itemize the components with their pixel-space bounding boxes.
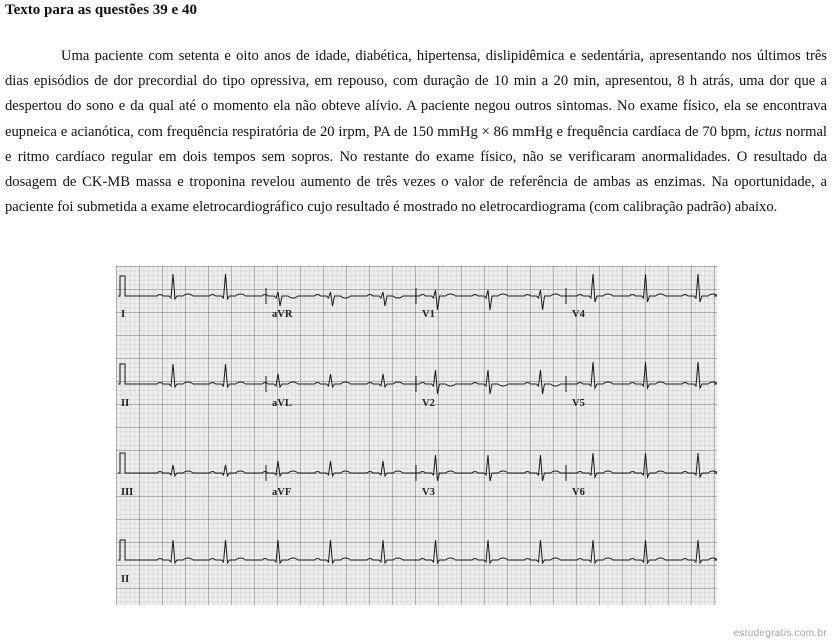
lead-label-II: II	[121, 398, 130, 409]
case-text-part-2: normal e ritmo cardíaco regular em dois tempos sem sopros. No restante do exame físico, não se verificaram anormalidades. O resultado da dosagem de CK-MB massa e troponina revelou aumento de três vezes o valor de referência de ambas as enzimas. Na oportunidade, a paciente foi submetida a exame eletrocardiográfico cujo resultado é mostrado no eletrocardiograma (com calibração padrão) abaixo.	[5, 123, 827, 216]
lead-label-V3: V3	[422, 487, 435, 498]
lead-label-II-rhythm: II	[121, 574, 130, 585]
lead-label-V5: V5	[572, 398, 585, 409]
ecg-trace-row-1	[118, 274, 717, 310]
case-description	[5, 44, 827, 220]
site-watermark: estudegratis.com.br	[733, 628, 827, 639]
page-heading: Texto para as questões 39 e 40	[5, 2, 197, 18]
case-text-part-1: Uma paciente com setenta e oito anos de idade, diabética, hipertensa, dislipidêmica e sedentária, apresentando nos últimos três dias episódios de dor precordial do tipo opressiva, em repouso, com duração de 10 min a 20 min, apresentou, 8 h atrás, uma dor que a despertou do sono e da qual até o momento ela não obteve alívio. A paciente negou outros sintomas. No exame físico, ela se encontrava eupneica e acianótica, com frequência respiratória de 20 irpm, PA de 150 mmHg × 86 mmHg e frequência cardíaca de 70 bpm,	[5, 48, 827, 140]
ecg-trace-row-4	[118, 540, 717, 563]
lead-label-aVF: aVF	[272, 487, 292, 498]
lead-label-III: III	[121, 487, 134, 498]
lead-label-V1: V1	[422, 309, 435, 320]
lead-label-aVR: aVR	[272, 309, 293, 320]
lead-label-I: I	[121, 309, 126, 320]
lead-label-V6: V6	[572, 487, 585, 498]
lead-label-V2: V2	[422, 398, 435, 409]
ecg-figure	[116, 266, 717, 605]
ecg-trace-row-2	[118, 362, 717, 394]
ecg-trace-row-3	[118, 453, 717, 481]
lead-label-V4: V4	[572, 309, 585, 320]
ecg-traces	[116, 266, 717, 605]
ictus-term: ictus	[754, 123, 782, 140]
lead-label-aVL: aVL	[272, 398, 292, 409]
